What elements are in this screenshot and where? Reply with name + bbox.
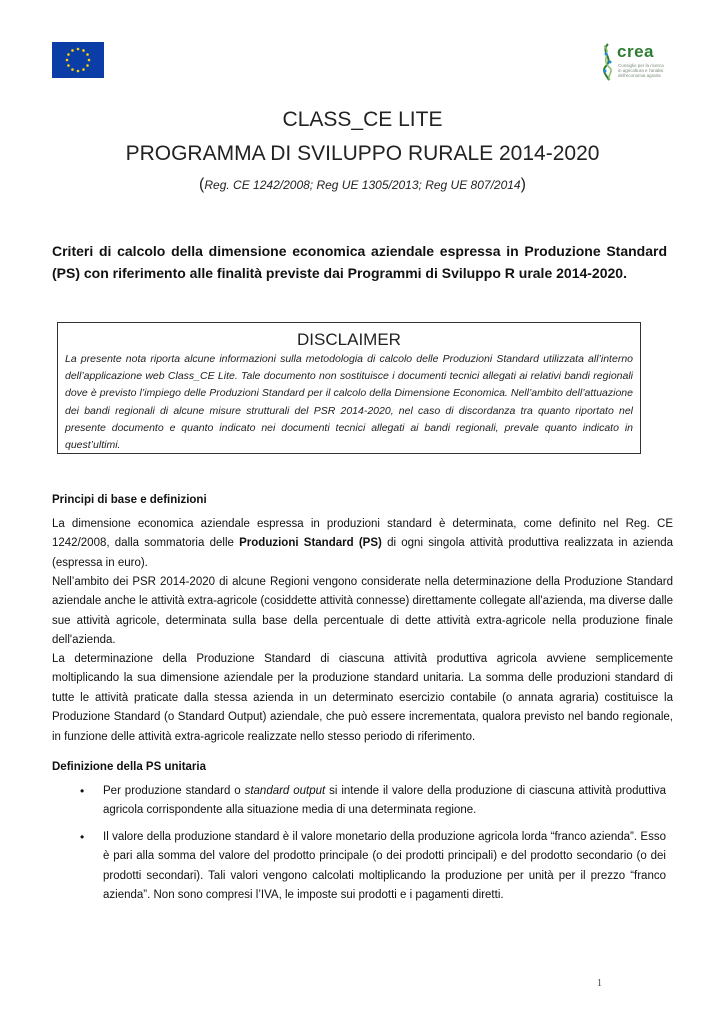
- document-subtitle: PROGRAMMA DI SVILUPPO RURALE 2014-2020: [125, 142, 600, 165]
- eu-star-icon: [66, 59, 69, 62]
- close-paren: ): [520, 176, 526, 193]
- eu-star-icon: [67, 53, 70, 56]
- bullet-icon: •: [80, 830, 85, 844]
- disclaimer-title: DISCLAIMER: [297, 330, 401, 349]
- eu-star-icon: [82, 49, 85, 52]
- eu-star-icon: [88, 59, 91, 62]
- disclaimer-box: [57, 322, 641, 454]
- paragraph-1-bold: Produzioni Standard (PS): [239, 537, 382, 550]
- crea-logo-text: crea: [617, 42, 654, 61]
- bullet-1-end: si intende il valore della produzione di ciascuna attività produttiva agricola corrispondente alla situazione media di una determinata regione.: [103, 785, 667, 817]
- document-title: CLASS_CE LITE: [282, 108, 443, 131]
- bullet-icon: •: [80, 784, 85, 798]
- open-paren: (: [199, 176, 205, 193]
- eu-flag-icon: [52, 42, 104, 78]
- eu-star-icon: [77, 48, 80, 51]
- bullet-item-1: [103, 782, 666, 821]
- paragraph-1-start: La dimensione economica aziendale espressa in produzioni standard è determinata, come definito nel Reg. CE 1242/2008, dalla sommatoria delle: [52, 518, 673, 550]
- paragraph-1: [52, 515, 673, 573]
- section-heading-principi: Principi di base e definizioni: [52, 494, 207, 506]
- disclaimer-text: La presente nota riporta alcune informazioni sulla metodologia di calcolo delle Produzioni Standard utilizzata all’interno dell’applicazione web Class_CE Lite. Tale documento non sostituisce i documenti tecnici allegati ai relativi bandi regionali dove è previsto l’impiego delle Produzioni Standard per il calcolo della Dimensione Economica. Nell’ambito dell’attuazione dei bandi regionali di alcune misure strutturali del PSR 2014-2020, nel caso di discordanza tra quanto riportato nel presente documento e quanto indicato nei documenti tecnici allegati ai bandi regionali, prevale quanto indicato in quest’ultimi.: [65, 353, 633, 452]
- eu-star-icon: [82, 68, 85, 71]
- eu-star-icon: [86, 53, 89, 56]
- paragraph-1-end: di ogni singola attività produttiva realizzata in azienda (espressa in euro).: [52, 537, 674, 569]
- bullet-item-2: Il valore della produzione standard è il valore monetario della produzione agricola lorda “franco azienda”. Esso è pari alla somma del valore del prodotto principale (o dei prodotti principali) e del prodotto secondario (o dei prodotti secondari). Tali valori vengono calcolati moltiplicando la produzione per unità per il prezzo “franco azienda”. Non sono compresi l’IVA, le imposte sui prodotti e i pagamenti diretti.: [103, 831, 666, 902]
- paragraph-3: La determinazione della Produzione Standard di ciascuna attività produttiva agricola avviene semplicemente moltiplicando la sua dimensione aziendale per la produzione standard unitaria. La somma delle produzioni standard di tutte le attività praticate dalla stessa azienda in un determinato esercizio contabile (o annata agraria) costituisce la Produzione Standard (o Standard Output) aziendale, che può essere incrementata, qualora previsto nel bando regionale, in funzione delle attività extra-agricole realizzate nello stesso periodo di riferimento.: [52, 653, 673, 743]
- crea-logo-subtitle: Consiglio per la ricerca in agricoltura e l'analisi dell'economia agraria: [618, 63, 664, 78]
- bullet-1-italic: standard output: [244, 785, 326, 797]
- regulation-text: Reg. CE 1242/2008; Reg UE 1305/2013; Reg UE 807/2014: [204, 178, 521, 192]
- eu-star-icon: [71, 68, 74, 71]
- eu-star-icon: [71, 49, 74, 52]
- bullet-1-start: Per produzione standard o: [103, 785, 245, 797]
- page-number: 1: [597, 978, 602, 989]
- criteria-heading: Criteri di calcolo della dimensione economica aziendale espressa in Produzione Standard (PS) con riferimento alle finalità previste dai Programmi di Sviluppo R urale 2014-2020.: [52, 243, 667, 281]
- section-heading-definizione: Definizione della PS unitaria: [52, 761, 207, 773]
- eu-star-icon: [67, 64, 70, 67]
- eu-star-icon: [86, 64, 89, 67]
- eu-star-icon: [77, 70, 80, 73]
- regulation-references: [0, 176, 725, 194]
- paragraph-2: Nell’ambito dei PSR 2014-2020 di alcune Regioni vengono considerate nella determinazione della Produzione Standard aziendale anche le attività extra-agricole (cosiddette attività connesse) direttamente collegate all'azienda, ma diverse dalle sue attività agricole, determinata sulla base della percentuale di dette attività extra-agricole nella produzione finale dell'azienda.: [52, 576, 673, 647]
